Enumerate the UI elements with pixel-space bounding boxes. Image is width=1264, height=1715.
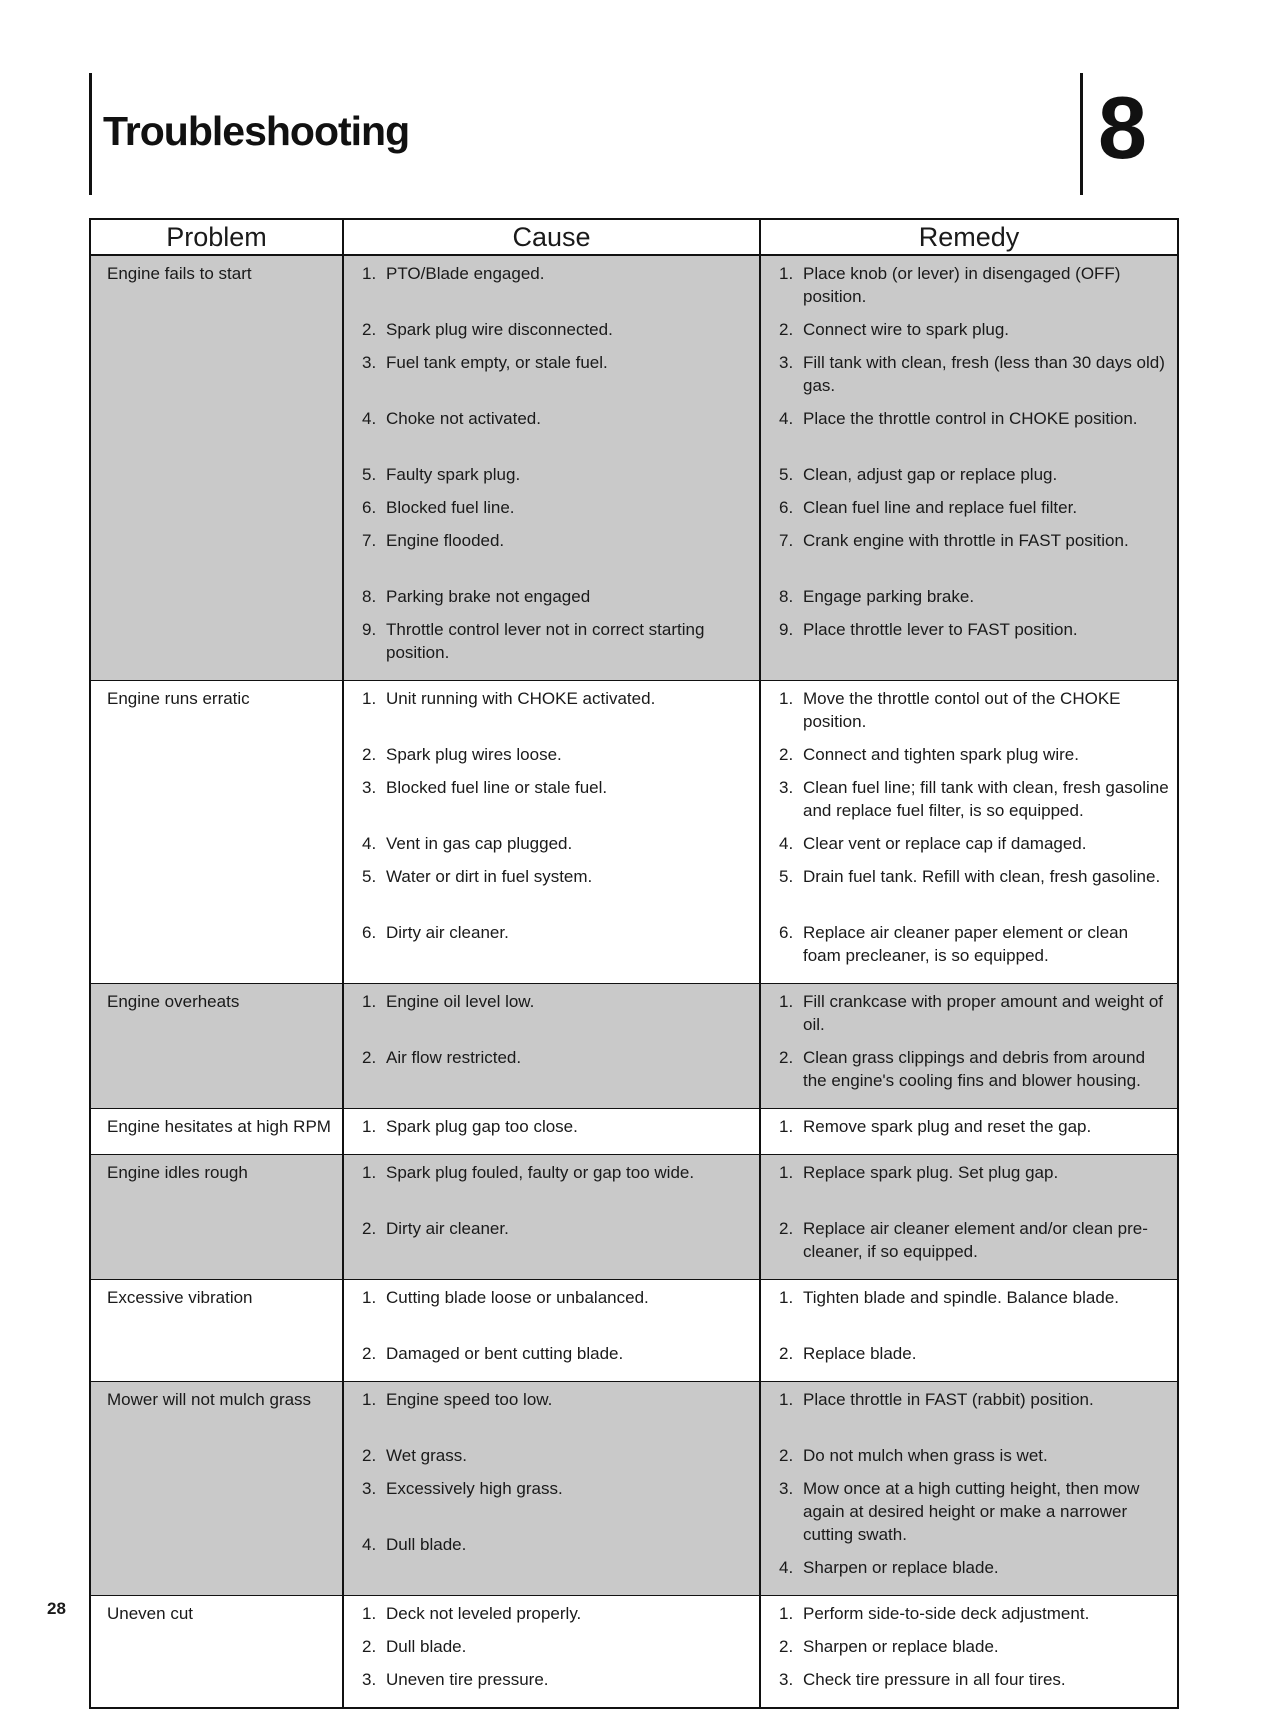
remedy-text: Sharpen or replace blade.: [803, 1637, 999, 1656]
item-number: 1.: [362, 992, 377, 1011]
item-number: 2.: [779, 1219, 794, 1238]
problem-cell: [90, 1155, 343, 1280]
remedy-item: [777, 351, 1169, 397]
item-number: 2.: [362, 320, 377, 339]
remedy-text: Drain fuel tank. Refill with clean, fresh gasoline.: [803, 867, 1161, 886]
remedy-list: [777, 988, 1169, 1092]
remedy-item: [777, 1342, 1169, 1365]
remedy-item: [777, 407, 1169, 453]
cause-text: PTO/Blade engaged.: [386, 264, 545, 283]
remedy-cell: [760, 1155, 1178, 1280]
cause-item: [360, 743, 751, 766]
cause-cell: [343, 1109, 760, 1155]
remedy-text: Place throttle in FAST (rabbit) position.: [803, 1390, 1094, 1409]
item-number: 3.: [779, 778, 794, 797]
cause-list: [360, 1600, 751, 1691]
item-number: 2.: [779, 745, 794, 764]
remedy-text: Clean fuel line and replace fuel filter.: [803, 498, 1078, 517]
cause-item: [360, 1217, 751, 1263]
item-number: 1.: [362, 1163, 377, 1182]
remedy-text: Replace air cleaner element and/or clean pre-cleaner, if so equipped.: [803, 1219, 1148, 1261]
remedy-text: Crank engine with throttle in FAST position.: [803, 531, 1129, 550]
cause-list: [360, 1159, 751, 1263]
remedy-item: [777, 1668, 1169, 1691]
item-number: 1.: [362, 1604, 377, 1623]
remedy-item: [777, 1602, 1169, 1625]
cause-item: [360, 1046, 751, 1092]
remedy-item: [777, 1046, 1169, 1092]
remedy-item: [777, 776, 1169, 822]
cause-text: Fuel tank empty, or stale fuel.: [386, 353, 608, 372]
cause-text: Spark plug fouled, faulty or gap too wide.: [386, 1163, 695, 1182]
cause-item: [360, 529, 751, 575]
remedy-item: [777, 1388, 1169, 1434]
remedy-cell: [760, 1280, 1178, 1382]
cause-text: Engine flooded.: [386, 531, 505, 550]
item-number: 2.: [779, 320, 794, 339]
remedy-item: [777, 1444, 1169, 1467]
item-number: 6.: [779, 498, 794, 517]
cause-cell: [343, 1382, 760, 1596]
remedy-item: [777, 1556, 1169, 1579]
cause-list: [360, 685, 751, 967]
remedy-text: Check tire pressure in all four tires.: [803, 1670, 1066, 1689]
cause-list: [360, 1113, 751, 1138]
cause-item: [360, 1115, 751, 1138]
item-number: 3.: [779, 353, 794, 372]
item-number: 1.: [779, 992, 794, 1011]
cause-text: Dirty air cleaner.: [386, 923, 509, 942]
cause-item: [360, 1533, 751, 1556]
remedy-item: [777, 990, 1169, 1036]
remedy-text: Place throttle lever to FAST position.: [803, 620, 1078, 639]
problem-text: Excessive vibration: [107, 1288, 253, 1307]
problem-cell: [90, 1596, 343, 1709]
remedy-text: Fill crankcase with proper amount and weight of oil.: [803, 992, 1164, 1034]
remedy-text: Connect and tighten spark plug wire.: [803, 745, 1079, 764]
chapter-number: 8: [1098, 78, 1147, 177]
remedy-list: [777, 1284, 1169, 1365]
item-number: 3.: [362, 353, 377, 372]
remedy-text: Sharpen or replace blade.: [803, 1558, 999, 1577]
cause-text: Spark plug gap too close.: [386, 1117, 578, 1136]
cause-cell: [343, 255, 760, 681]
table-row: [90, 681, 1178, 984]
cause-text: Spark plug wires loose.: [386, 745, 562, 764]
cause-text: Blocked fuel line or stale fuel.: [386, 778, 608, 797]
item-number: 5.: [779, 465, 794, 484]
remedy-text: Engage parking brake.: [803, 587, 975, 606]
remedy-text: Place knob (or lever) in disengaged (OFF) position.: [803, 264, 1121, 306]
remedy-text: Clean grass clippings and debris from around the engine's cooling fins and blower housing.: [803, 1048, 1146, 1090]
item-number: 4.: [362, 834, 377, 853]
cause-text: Excessively high grass.: [386, 1479, 563, 1498]
remedy-item: [777, 1115, 1169, 1138]
cause-item: [360, 1477, 751, 1523]
cause-item: [360, 1388, 751, 1434]
item-number: 3.: [362, 1670, 377, 1689]
item-number: 4.: [779, 1558, 794, 1577]
item-number: 8.: [779, 587, 794, 606]
item-number: 1.: [779, 689, 794, 708]
remedy-item: [777, 921, 1169, 967]
remedy-item: [777, 1161, 1169, 1207]
item-number: 1.: [362, 689, 377, 708]
item-number: 3.: [362, 778, 377, 797]
remedy-text: Replace blade.: [803, 1344, 917, 1363]
item-number: 2.: [362, 1446, 377, 1465]
cause-text: Choke not activated.: [386, 409, 541, 428]
cause-text: Throttle control lever not in correct starting position.: [386, 620, 705, 662]
remedy-item: [777, 832, 1169, 855]
remedy-cell: [760, 1382, 1178, 1596]
item-number: 2.: [362, 1048, 377, 1067]
problem-cell: [90, 1109, 343, 1155]
problem-cell: [90, 681, 343, 984]
remedy-cell: [760, 681, 1178, 984]
cause-item: [360, 1668, 751, 1691]
cause-text: Water or dirt in fuel system.: [386, 867, 593, 886]
cause-list: [360, 988, 751, 1092]
remedy-item: [777, 1286, 1169, 1332]
remedy-text: Tighten blade and spindle. Balance blade.: [803, 1288, 1119, 1307]
troubleshooting-table: [89, 218, 1179, 1709]
page-title: Troubleshooting: [103, 108, 410, 154]
cause-item: [360, 318, 751, 341]
remedy-item: [777, 1635, 1169, 1658]
table-body: [90, 255, 1178, 1708]
cause-text: Dull blade.: [386, 1535, 467, 1554]
cause-text: Engine speed too low.: [386, 1390, 553, 1409]
remedy-cell: [760, 255, 1178, 681]
remedy-item: [777, 529, 1169, 575]
cause-list: [360, 260, 751, 664]
cause-item: [360, 496, 751, 519]
cause-item: [360, 1602, 751, 1625]
remedy-item: [777, 585, 1169, 608]
item-number: 6.: [362, 923, 377, 942]
item-number: 2.: [362, 1219, 377, 1238]
cause-list: [360, 1386, 751, 1556]
cause-item: [360, 463, 751, 486]
remedy-text: Mow once at a high cutting height, then mow again at desired height or make a narrower cutting swath.: [803, 1479, 1140, 1544]
cause-text: Engine oil level low.: [386, 992, 535, 1011]
table-row: [90, 1382, 1178, 1596]
remedy-text: Clear vent or replace cap if damaged.: [803, 834, 1087, 853]
cause-text: Cutting blade loose or unbalanced.: [386, 1288, 649, 1307]
cause-item: [360, 687, 751, 733]
item-number: 1.: [779, 1163, 794, 1182]
cause-cell: [343, 984, 760, 1109]
remedy-cell: [760, 1596, 1178, 1709]
cause-text: Blocked fuel line.: [386, 498, 515, 517]
footer-rule: [89, 1588, 91, 1668]
cause-text: Wet grass.: [386, 1446, 467, 1465]
item-number: 2.: [779, 1344, 794, 1363]
item-number: 6.: [362, 498, 377, 517]
cause-text: Vent in gas cap plugged.: [386, 834, 573, 853]
cause-cell: [343, 681, 760, 984]
item-number: 1.: [779, 264, 794, 283]
item-number: 1.: [362, 1390, 377, 1409]
table-row: [90, 984, 1178, 1109]
remedy-list: [777, 1159, 1169, 1263]
problem-text: Engine hesitates at high RPM: [107, 1117, 331, 1136]
remedy-list: [777, 1600, 1169, 1691]
problem-text: Uneven cut: [107, 1604, 193, 1623]
item-number: 5.: [362, 867, 377, 886]
cause-text: Air flow restricted.: [386, 1048, 522, 1067]
problem-text: Engine runs erratic: [107, 689, 250, 708]
remedy-list: [777, 260, 1169, 664]
item-number: 1.: [779, 1117, 794, 1136]
problem-cell: [90, 984, 343, 1109]
problem-text: Mower will not mulch grass: [107, 1390, 312, 1409]
cause-list: [360, 1284, 751, 1365]
remedy-item: [777, 496, 1169, 519]
item-number: 3.: [779, 1670, 794, 1689]
item-number: 5.: [779, 867, 794, 886]
remedy-item: [777, 1477, 1169, 1546]
remedy-item: [777, 463, 1169, 486]
item-number: 4.: [779, 834, 794, 853]
remedy-text: Move the throttle contol out of the CHOKE position.: [803, 689, 1121, 731]
remedy-item: [777, 262, 1169, 308]
cause-cell: [343, 1280, 760, 1382]
cause-text: Uneven tire pressure.: [386, 1670, 549, 1689]
remedy-list: [777, 685, 1169, 967]
item-number: 3.: [362, 1479, 377, 1498]
cause-item: [360, 407, 751, 453]
page-number: 28: [47, 1599, 66, 1618]
item-number: 4.: [362, 409, 377, 428]
cause-text: Deck not leveled properly.: [386, 1604, 582, 1623]
problem-text: Engine overheats: [107, 992, 240, 1011]
item-number: 4.: [362, 1535, 377, 1554]
remedy-item: [777, 743, 1169, 766]
remedy-text: Clean fuel line; fill tank with clean, fresh gasoline and replace fuel filter, is so equipped.: [803, 778, 1169, 820]
item-number: 5.: [362, 465, 377, 484]
item-number: 7.: [362, 531, 377, 550]
remedy-text: Replace air cleaner paper element or clean foam precleaner, is so equipped.: [803, 923, 1129, 965]
cause-text: Dirty air cleaner.: [386, 1219, 509, 1238]
cause-item: [360, 990, 751, 1036]
cause-item: [360, 921, 751, 967]
column-header-problem: Problem: [90, 219, 343, 255]
table-row: [90, 255, 1178, 681]
item-number: 4.: [779, 409, 794, 428]
problem-cell: [90, 1280, 343, 1382]
header-right-rule: [1080, 73, 1083, 195]
remedy-cell: [760, 984, 1178, 1109]
problem-cell: [90, 1382, 343, 1596]
remedy-list: [777, 1386, 1169, 1579]
item-number: 7.: [779, 531, 794, 550]
cause-item: [360, 618, 751, 664]
item-number: 1.: [779, 1288, 794, 1307]
cause-item: [360, 776, 751, 822]
cause-item: [360, 262, 751, 308]
cause-item: [360, 1161, 751, 1207]
column-header-cause: Cause: [343, 219, 760, 255]
column-header-remedy: Remedy: [760, 219, 1178, 255]
remedy-text: Do not mulch when grass is wet.: [803, 1446, 1048, 1465]
cause-item: [360, 865, 751, 911]
cause-item: [360, 351, 751, 397]
remedy-text: Connect wire to spark plug.: [803, 320, 1009, 339]
table-row: [90, 1155, 1178, 1280]
table-header-row: [90, 219, 1178, 255]
cause-item: [360, 832, 751, 855]
cause-item: [360, 1342, 751, 1365]
remedy-text: Remove spark plug and reset the gap.: [803, 1117, 1092, 1136]
item-number: 1.: [779, 1604, 794, 1623]
remedy-item: [777, 318, 1169, 341]
remedy-cell: [760, 1109, 1178, 1155]
item-number: 9.: [779, 620, 794, 639]
table-row: [90, 1109, 1178, 1155]
header-left-rule: [89, 73, 92, 195]
remedy-text: Fill tank with clean, fresh (less than 30 days old) gas.: [803, 353, 1165, 395]
item-number: 8.: [362, 587, 377, 606]
table-row: [90, 1596, 1178, 1709]
remedy-item: [777, 865, 1169, 911]
remedy-text: Place the throttle control in CHOKE position.: [803, 409, 1138, 428]
item-number: 1.: [362, 1288, 377, 1307]
cause-text: Parking brake not engaged: [386, 587, 591, 606]
cause-cell: [343, 1596, 760, 1709]
item-number: 1.: [779, 1390, 794, 1409]
problem-cell: [90, 255, 343, 681]
item-number: 2.: [779, 1637, 794, 1656]
remedy-list: [777, 1113, 1169, 1138]
item-number: 3.: [779, 1479, 794, 1498]
cause-cell: [343, 1155, 760, 1280]
remedy-text: Clean, adjust gap or replace plug.: [803, 465, 1058, 484]
cause-item: [360, 1635, 751, 1658]
item-number: 9.: [362, 620, 377, 639]
cause-item: [360, 1286, 751, 1332]
item-number: 6.: [779, 923, 794, 942]
cause-item: [360, 1444, 751, 1467]
cause-text: Spark plug wire disconnected.: [386, 320, 613, 339]
item-number: 2.: [362, 1637, 377, 1656]
cause-text: Unit running with CHOKE activated.: [386, 689, 656, 708]
remedy-item: [777, 1217, 1169, 1263]
remedy-text: Replace spark plug. Set plug gap.: [803, 1163, 1059, 1182]
item-number: 1.: [362, 264, 377, 283]
item-number: 1.: [362, 1117, 377, 1136]
table-row: [90, 1280, 1178, 1382]
remedy-item: [777, 687, 1169, 733]
problem-text: Engine idles rough: [107, 1163, 248, 1182]
problem-text: Engine fails to start: [107, 264, 252, 283]
cause-text: Faulty spark plug.: [386, 465, 521, 484]
cause-item: [360, 585, 751, 608]
item-number: 2.: [362, 745, 377, 764]
remedy-text: Perform side-to-side deck adjustment.: [803, 1604, 1090, 1623]
cause-text: Dull blade.: [386, 1637, 467, 1656]
cause-text: Damaged or bent cutting blade.: [386, 1344, 624, 1363]
remedy-item: [777, 618, 1169, 664]
item-number: 2.: [362, 1344, 377, 1363]
item-number: 2.: [779, 1048, 794, 1067]
item-number: 2.: [779, 1446, 794, 1465]
